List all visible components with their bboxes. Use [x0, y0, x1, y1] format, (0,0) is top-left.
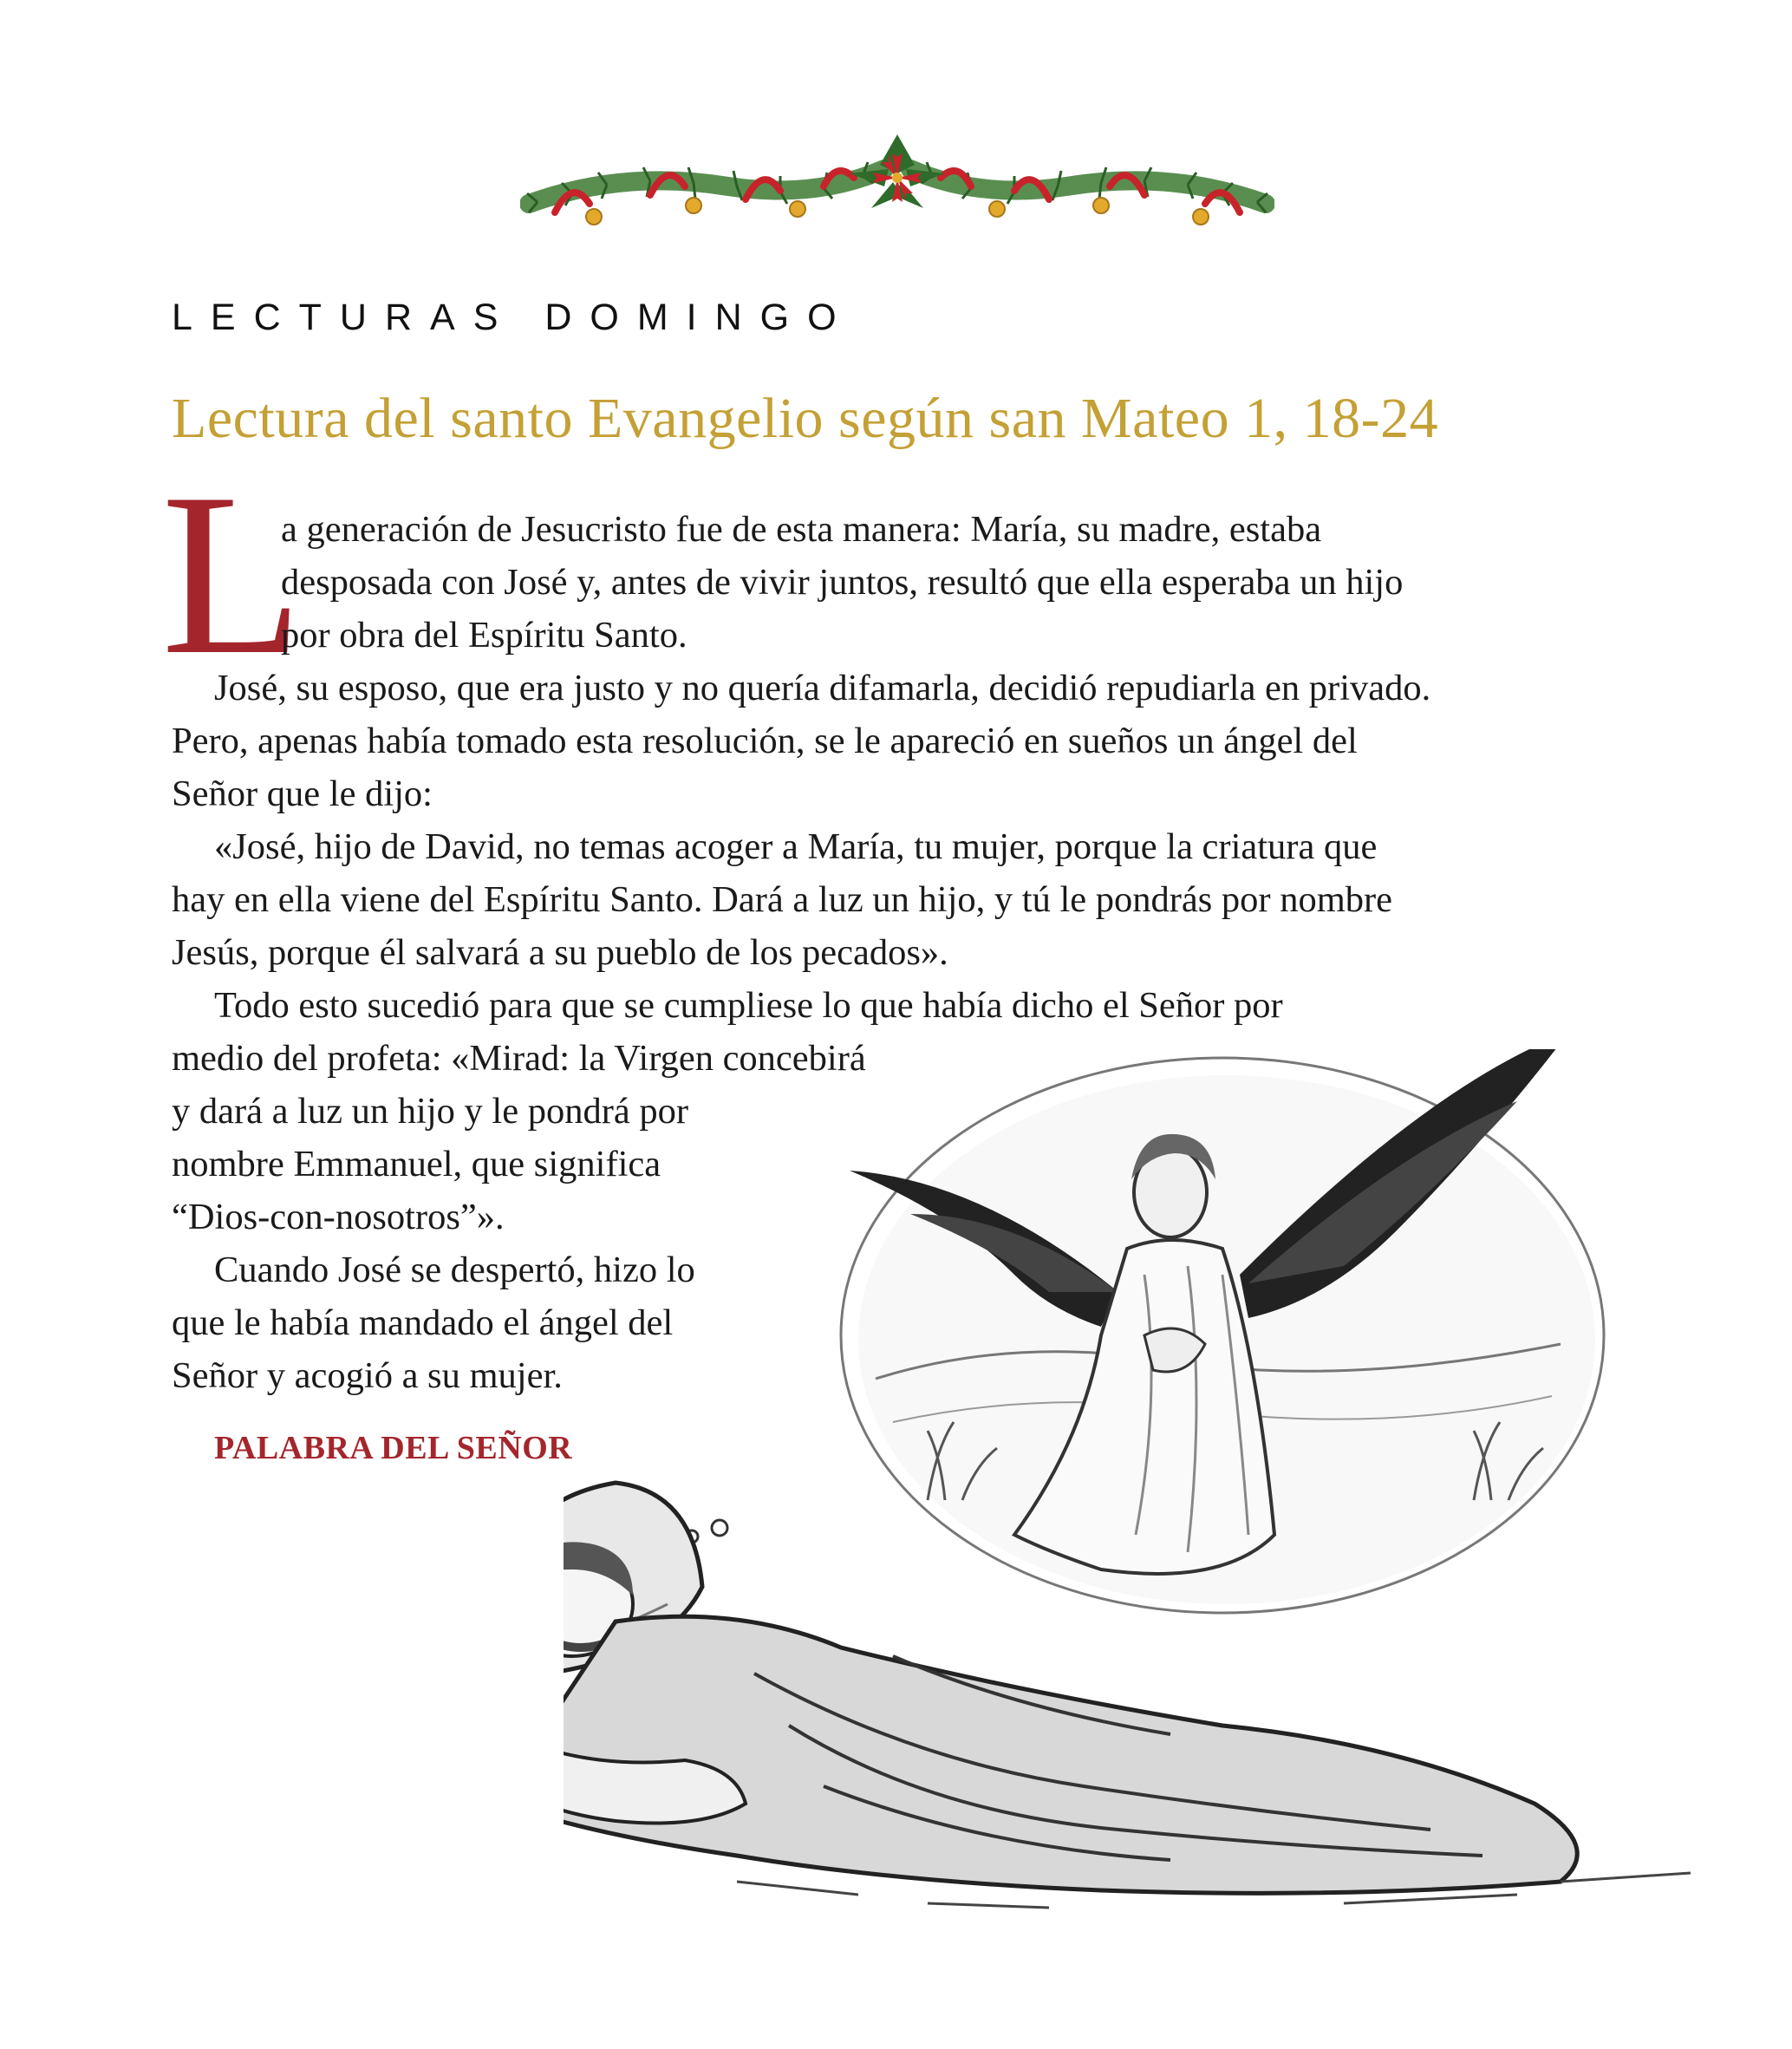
christmas-garland-icon [520, 134, 1274, 247]
gospel-line: a generación de Jesucristo fue de esta manera: María, su madre, estaba [281, 509, 1322, 550]
sleeping-joseph-angel-dream-illustration [564, 1049, 1792, 1925]
section-label: LECTURAS DOMINGO [172, 297, 855, 338]
gospel-line: Todo esto sucedió para que se cumpliese lo que había dicho el Señor por [214, 985, 1283, 1026]
gospel-line: Cuando José se despertó, hizo lo [214, 1250, 695, 1290]
drop-cap: L [161, 445, 303, 702]
gospel-line: y dará a luz un hijo y le pondrá por [172, 1091, 688, 1132]
gospel-line: hay en ella viene del Espíritu Santo. Dará a luz un hijo, y tú le pondrás por nombre [172, 879, 1393, 920]
reading-title: Lectura del santo Evangelio según san Mateo 1, 18-24 [172, 387, 1439, 450]
gospel-line: «José, hijo de David, no temas acoger a María, tu mujer, porque la criatura que [214, 826, 1378, 867]
gospel-line: Jesús, porque él salvará a su pueblo de los pecados». [172, 932, 948, 973]
gospel-line: “Dios-con-nosotros”». [172, 1197, 505, 1237]
gospel-line: desposada con José y, antes de vivir juntos, resultó que ella esperaba un hijo [281, 562, 1404, 603]
closing-acclamation: PALABRA DEL SEÑOR [214, 1430, 573, 1466]
gospel-line: que le había mandado el ángel del [172, 1302, 674, 1343]
gospel-line: nombre Emmanuel, que significa [172, 1144, 661, 1184]
gospel-line: Señor que le dijo: [172, 773, 433, 814]
gospel-line: medio del profeta: «Mirad: la Virgen concebirá [172, 1038, 866, 1079]
gospel-line: José, su esposo, que era justo y no quería difamarla, decidió repudiarla en privado. [214, 668, 1431, 708]
gospel-line: Señor y acogió a su mujer. [172, 1355, 563, 1396]
gospel-line: Pero, apenas había tomado esta resolución, se le apareció en sueños un ángel del [172, 721, 1358, 761]
gospel-line: por obra del Espíritu Santo. [281, 615, 687, 656]
